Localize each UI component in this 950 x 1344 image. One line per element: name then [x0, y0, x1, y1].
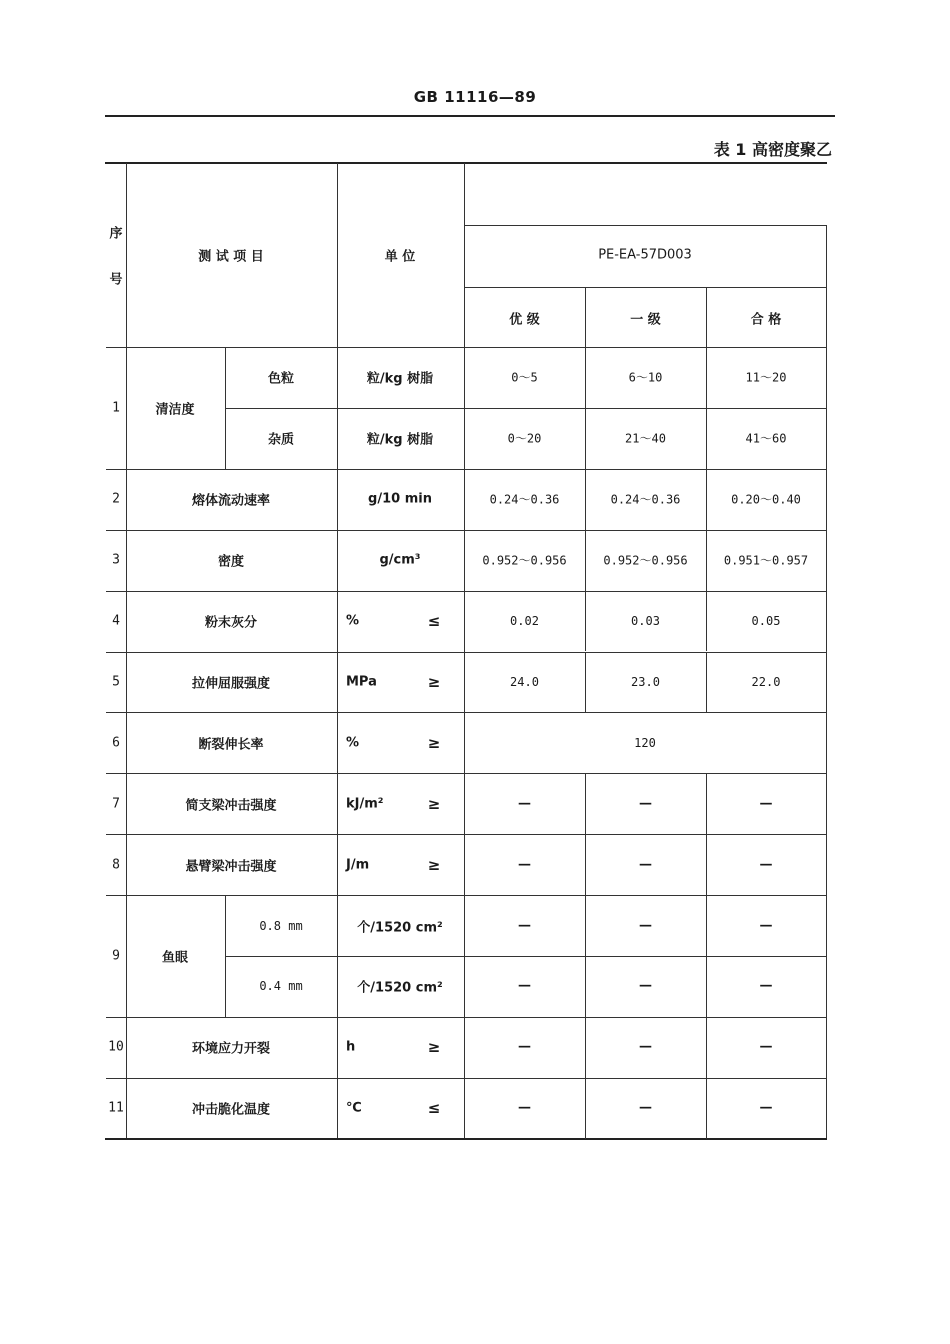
- col-line: [706, 895, 707, 956]
- col-line: [706, 773, 707, 834]
- merged-value-cell: 120: [634, 735, 656, 750]
- row-line: [106, 895, 826, 896]
- value-cell: 0.02: [510, 614, 539, 629]
- col-line: [706, 287, 707, 347]
- col-line: [585, 773, 586, 834]
- item-label: 粉末灰分: [204, 615, 258, 631]
- value-cell: 0～20: [507, 431, 542, 446]
- row-line: [464, 287, 826, 288]
- unit-cell: %: [346, 735, 360, 751]
- comparison-operator: ≥: [427, 672, 441, 691]
- row-number: 4: [112, 613, 120, 629]
- unit-cell: MPa: [346, 674, 377, 690]
- col-line: [706, 1017, 707, 1078]
- comparison-operator: ≤: [427, 1099, 441, 1118]
- col-line: [585, 1078, 586, 1139]
- header-rule: [105, 115, 835, 117]
- unit-cell: kJ/m²: [346, 796, 384, 812]
- item-label: 简支梁冲击强度: [185, 798, 277, 814]
- col-line: [826, 225, 827, 1138]
- row-line: [225, 408, 826, 409]
- item-label: 拉伸屈服强度: [191, 676, 271, 692]
- col-line: [706, 652, 707, 713]
- value-cell: 21～40: [625, 431, 666, 446]
- item-label: 密度: [217, 554, 245, 570]
- row-number: 6: [112, 735, 120, 751]
- unit-header: 单 位: [384, 249, 416, 265]
- comparison-operator: ≥: [427, 855, 441, 874]
- value-cell: 0.03: [631, 614, 660, 629]
- value-cell: —: [759, 1100, 773, 1116]
- value-cell: —: [759, 918, 773, 934]
- col-line: [706, 834, 707, 895]
- unit-cell: J/m: [346, 857, 370, 873]
- value-cell: —: [518, 1100, 531, 1116]
- sub-item-label: 杂质: [267, 432, 295, 448]
- seq-header: 序: [109, 226, 123, 242]
- document-code: GB 11116—89: [413, 88, 537, 106]
- comparison-operator: ≥: [427, 794, 441, 813]
- row-line: [464, 225, 826, 226]
- col-line: [464, 163, 465, 1138]
- value-cell: —: [639, 796, 652, 812]
- table-caption: 表 1 高密度聚乙: [713, 140, 832, 159]
- value-cell: —: [639, 1100, 652, 1116]
- row-line: [106, 591, 826, 592]
- value-cell: —: [518, 978, 531, 994]
- value-cell: —: [639, 857, 652, 873]
- value-cell: 0.951～0.957: [723, 553, 809, 568]
- col-line: [706, 591, 707, 652]
- value-cell: 0.05: [751, 614, 781, 629]
- col-line: [706, 469, 707, 530]
- row-number: 8: [112, 857, 120, 873]
- value-cell: 11～20: [745, 370, 787, 385]
- value-cell: —: [518, 918, 531, 934]
- col-line: [585, 652, 586, 713]
- value-cell: —: [639, 1039, 652, 1055]
- value-cell: —: [759, 857, 773, 873]
- col-line: [585, 956, 586, 1017]
- value-cell: 0.952～0.956: [482, 553, 567, 568]
- value-cell: 0.20～0.40: [731, 492, 801, 507]
- value-cell: 0.24～0.36: [489, 492, 560, 507]
- table-top-border: [105, 162, 827, 164]
- value-cell: 6～10: [628, 370, 663, 385]
- grade-header: 一 级: [630, 312, 661, 328]
- grade-header: 合 格: [750, 312, 782, 328]
- value-cell: 41～60: [745, 431, 787, 446]
- col-line: [585, 530, 586, 591]
- row-line: [106, 1017, 826, 1018]
- row-line: [225, 956, 826, 957]
- item-label: 断裂伸长率: [198, 737, 264, 753]
- row-line: [106, 530, 826, 531]
- item-label: 熔体流动速率: [191, 493, 271, 509]
- unit-cell: %: [346, 613, 360, 629]
- value-cell: 0.952～0.956: [603, 553, 688, 568]
- value-cell: —: [518, 796, 531, 812]
- item-header: 测 试 项 目: [198, 249, 264, 265]
- value-cell: —: [759, 796, 773, 812]
- comparison-operator: ≥: [427, 1038, 441, 1057]
- item-label: 冲击脆化温度: [191, 1102, 271, 1118]
- col-line: [585, 347, 586, 408]
- table-bottom-border: [105, 1138, 827, 1140]
- row-number: 7: [112, 796, 120, 812]
- row-group-label: 清洁度: [155, 402, 195, 418]
- value-cell: —: [759, 978, 773, 994]
- row-line: [106, 469, 826, 470]
- col-line: [706, 1078, 707, 1139]
- row-line: [106, 1078, 826, 1079]
- row-line: [106, 834, 826, 835]
- unit-cell: g/cm³: [379, 552, 421, 568]
- unit-cell: 个/1520 cm²: [357, 920, 443, 936]
- comparison-operator: ≥: [427, 733, 441, 752]
- row-number: 10: [108, 1039, 124, 1055]
- row-number: 3: [112, 552, 120, 568]
- row-number: 11: [108, 1100, 124, 1116]
- unit-cell: g/10 min: [368, 491, 432, 507]
- value-cell: 0.24～0.36: [610, 492, 681, 507]
- col-line: [337, 163, 338, 1138]
- row-number: 1: [112, 400, 120, 416]
- col-line: [585, 834, 586, 895]
- row-group-label: 鱼眼: [161, 950, 189, 966]
- row-line: [106, 712, 826, 713]
- value-cell: —: [518, 857, 531, 873]
- value-cell: —: [759, 1039, 773, 1055]
- col-line: [585, 287, 586, 347]
- row-number: 2: [112, 491, 120, 507]
- col-line: [706, 408, 707, 469]
- seq-header: 号: [109, 272, 123, 288]
- row-number: 9: [112, 948, 120, 964]
- col-line: [585, 591, 586, 652]
- value-cell: 24.0: [510, 674, 539, 689]
- sub-item-label: 0.4 mm: [259, 979, 303, 994]
- row-line: [106, 652, 826, 653]
- value-cell: 22.0: [751, 674, 781, 689]
- comparison-operator: ≤: [427, 612, 441, 631]
- row-line: [106, 773, 826, 774]
- grade-group-header: PE-EA-57D003: [598, 247, 692, 263]
- item-label: 环境应力开裂: [191, 1041, 271, 1057]
- col-line: [585, 895, 586, 956]
- col-line: [585, 408, 586, 469]
- sub-item-label: 0.8 mm: [259, 918, 303, 933]
- col-line: [585, 469, 586, 530]
- value-cell: 23.0: [631, 674, 660, 689]
- unit-cell: ℃: [346, 1100, 362, 1116]
- col-line: [706, 956, 707, 1017]
- value-cell: —: [639, 978, 652, 994]
- row-line: [106, 347, 826, 348]
- unit-cell: 粒/kg 树脂: [366, 432, 434, 448]
- grade-header: 优 级: [509, 312, 540, 328]
- item-label: 悬臂梁冲击强度: [185, 859, 277, 875]
- col-line: [126, 163, 127, 1138]
- col-line: [706, 347, 707, 408]
- unit-cell: h: [346, 1039, 356, 1055]
- col-line: [706, 530, 707, 591]
- sub-item-label: 色粒: [267, 371, 295, 387]
- value-cell: —: [639, 918, 652, 934]
- unit-cell: 粒/kg 树脂: [366, 371, 434, 387]
- row-number: 5: [112, 674, 120, 690]
- col-line: [585, 1017, 586, 1078]
- value-cell: 0～5: [511, 370, 538, 385]
- unit-cell: 个/1520 cm²: [357, 980, 443, 996]
- value-cell: —: [518, 1039, 531, 1055]
